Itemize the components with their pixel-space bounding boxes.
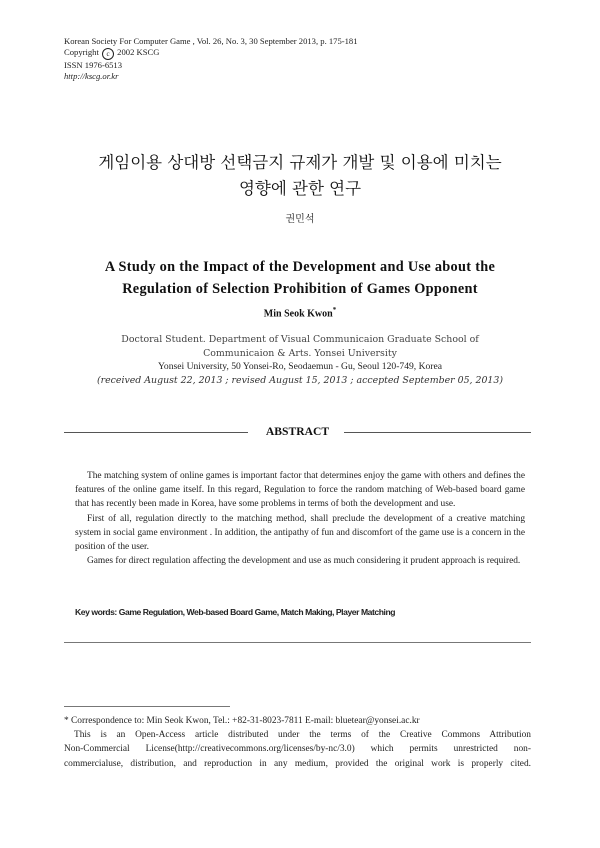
author-name: Min Seok Kwon (263, 308, 333, 320)
affiliation (0, 333, 600, 387)
copyright-line (64, 47, 358, 60)
korean-title-line-2: 영향에 관한 연구 (238, 179, 362, 198)
correspondence-note: * Correspondence to: Min Seok Kwon, Tel.: +82-31-8023-7811 E-mail: bluetear@yonsei.ac.kr (64, 716, 420, 726)
license-line-1: This is an Open-Access article distributed under the terms of the Creative Commons Attribution (74, 730, 531, 741)
submission-dates: (received August 22, 2013 ; revised August 15, 2013 ; accepted September 05, 2013) (96, 374, 504, 386)
issn: ISSN 1976-6513 (64, 60, 123, 71)
footnote (64, 714, 531, 771)
copyright-symbol: c (102, 48, 114, 60)
english-author (0, 306, 600, 319)
affiliation-line-1: Doctoral Student. Department of Visual Communicaion Graduate School of (121, 334, 479, 345)
abstract-heading (64, 425, 531, 439)
abstract-paragraph-1: The matching system of online games is important factor that determines enjoy the game with others and defines the features of the online game itself. In this regard, Regulation to force the random matching of Web-based board game that has recently been made in Korea, have some problems in terms of both the development and use. (75, 471, 525, 510)
english-title (0, 256, 600, 300)
english-title-line-2: Regulation of Selection Prohibition of Games Opponent (122, 281, 478, 297)
section-divider (64, 642, 531, 643)
journal-header (64, 36, 358, 83)
footnote-divider (64, 706, 230, 707)
copyright-prefix: Copyright (64, 47, 99, 58)
keywords: Key words: Game Regulation, Web-based Board Game, Match Making, Player Matching (75, 607, 396, 617)
abstract-paragraph-3: Games for direct regulation affecting the development and use as much considering it prudent approach is required. (87, 556, 521, 567)
journal-url-link[interactable]: http://kscg.or.kr (64, 71, 119, 82)
copyright-rest: 2002 KSCG (117, 47, 160, 58)
korean-title-line-1: 게임이용 상대방 선택금지 규제가 개발 및 이용에 미치는 (98, 153, 502, 172)
affiliation-address: Yonsei University, 50 Yonsei-Ro, Seodaemun - Gu, Seoul 120-749, Korea (157, 361, 443, 372)
english-title-line-1: A Study on the Impact of the Development and Use about the (104, 259, 496, 275)
abstract-heading-label: ABSTRACT (265, 425, 330, 438)
korean-title (0, 150, 600, 202)
abstract-paragraph-2: First of all, regulation directly to the matching method, shall preclude the development of a creative matching system in social game environment . In addition, the antipathy of fun and discomfort of the game use is a concern in the position of the user. (75, 513, 525, 553)
korean-author: 권민석 (285, 214, 315, 225)
abstract-rule-right (344, 432, 531, 433)
license-line-3: commercialuse, distribution, and reproduction in any medium, provided the original work is properly cited. (64, 758, 531, 769)
affiliation-line-2: Communicaion & Arts. Yonsei University (203, 347, 397, 359)
journal-citation: Korean Society For Computer Game , Vol. 26, No. 3, 30 September 2013, p. 175-181 (64, 36, 358, 46)
license-line-2: Non-Commercial License(http://creativecommons.org/licenses/by-nc/3.0) which permits unrestricted non- (64, 744, 531, 755)
abstract-body (75, 469, 525, 568)
author-footnote-mark: * (332, 306, 337, 314)
